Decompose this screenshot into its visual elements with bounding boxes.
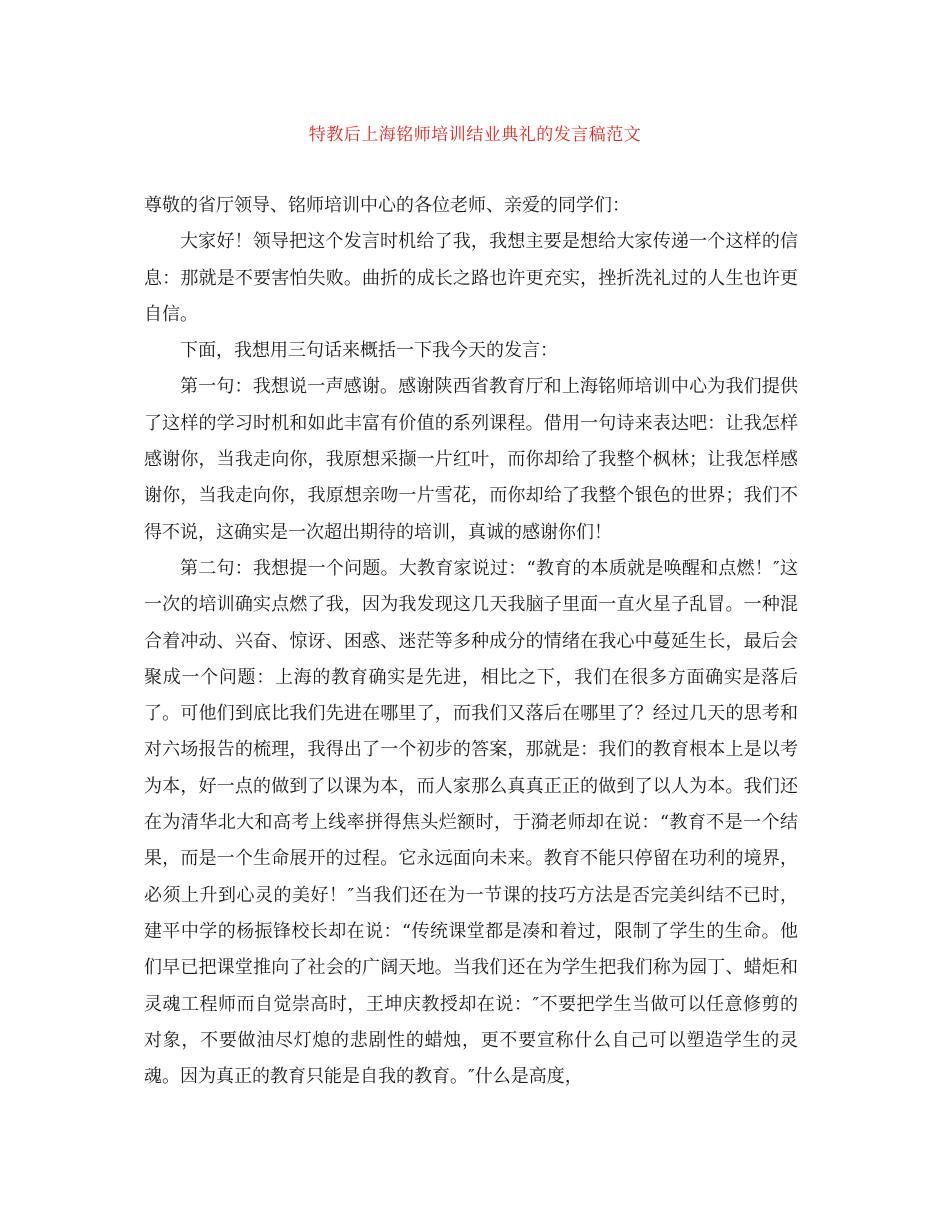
paragraph-intro: 下面，我想用三句话来概括一下我今天的发言： <box>180 340 558 362</box>
document-title: 特教后上海铭师培训结业典礼的发言稿范文 <box>308 125 642 145</box>
paragraph-greeting: 大家好！领导把这个发言时机给了我，我想主要是想给大家传递一个这样的信息：那就是不要害怕失败。曲折的成长之路也许更充实，挫折洗礼过的人生也许更自信。 <box>144 231 798 325</box>
paragraph-first-point: 第一句：我想说一声感谢。感谢陕西省教育厅和上海铭师培训中心为我们提供了这样的学习时机和如此丰富有价值的系列课程。借用一句诗来表达吧：让我怎样感谢你，当我走向你，我原想采撷一片红叶，而你却给了我整个枫林；让我怎样感谢你，当我走向你，我原想亲吻一片雪花，而你却给了我整个银色的世界；我们不得不说，这确实是一次超出期待的培训，真诚的感谢你们！ <box>144 376 798 543</box>
salutation: 尊敬的省厅领导、铭师培训中心的各位老师、亲爱的同学们： <box>144 195 630 216</box>
document-body <box>144 188 798 1095</box>
paragraph-second-point: 第二句：我想提一个问题。大教育家说过：“教育的本质就是唤醒和点燃！″这一次的培训确实点燃了我，因为我发现这几天我脑子里面一直火星子乱冒。一种混合着冲动、兴奋、惊讶、困惑、迷茫等多种成分的情绪在我心中蔓延生长，最后会聚成一个问题：上海的教育确实是先进，相比之下，我们在很多方面确实是落后了。可他们到底比我们先进在哪里了，而我们又落后在哪里了？经过几天的思考和对六场报告的梳理，我得出了一个初步的答案，那就是：我们的教育根本上是以考为本，好一点的做到了以课为本，而人家那么真真正正的做到了以人为本。我们还在为清华北大和高考上线率拼得焦头烂额时，于漪老师却在说：“教育不是一个结果，而是一个生命展开的过程。它永远面向未来。教育不能只停留在功利的境界，必须上升到心灵的美好！″当我们还在为一节课的技巧方法是否完美纠结不已时，建平中学的杨振锋校长却在说：“传统课堂都是凑和着过，限制了学生的生命。他们早已把课堂推向了社会的广阔天地。当我们还在为学生把我们称为园丁、蜡炬和灵魂工程师而自觉崇高时，王坤庆教授却在说：″不要把学生当做可以任意修剪的对象，不要做油尽灯熄的悲剧性的蜡烛，更不要宣称什么自己可以塑造学生的灵魂。因为真正的教育只能是自我的教育。″什么是高度， <box>144 557 798 1088</box>
